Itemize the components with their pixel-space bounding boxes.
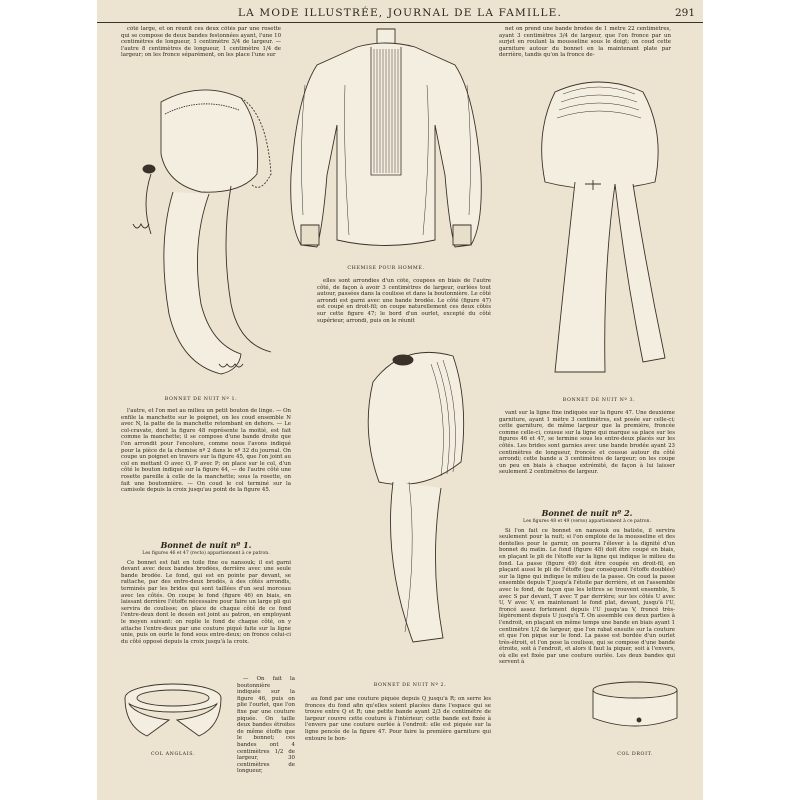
bonnet-2-section xyxy=(499,506,675,674)
text-top-right xyxy=(499,26,671,68)
bonnet-1-heading: Bonnet de nuit nº 1. xyxy=(160,540,252,550)
bonnet-1-subtitle: Les figures 46 et 47 (recto) appartiennent à ce patron. xyxy=(142,551,270,556)
text-right-mid xyxy=(499,410,675,502)
caption-chemise: CHEMISE POUR HOMME. xyxy=(347,266,425,271)
paragraph: l'autre, et l'on met au milieu un petit bouton de linge. — On enfile la manchette sur le poignet, on les coud ensemble N avec N, la patte de la manchette retombant en dehors. — Le col-cravate, dont la figure 48 représente la moitié, est fait comme la manchette; il se compose d'une bande droite que l'on arrondit pour l'encolure, comme nous l'avons indiqué pour la pièce de la chemise nº 2 dans le nº 32 du journal. On coupe un poignet en travers sur la figure 45, que l'on joint au col en mettant O avec O, P avec P; on place sur le col, d'un côté le bouton indiqué sur la figure 44, — de l'autre côté une rosette pareille à celle de la manchette; sous la rosette, on fait une boutonnière. — On coud le col terminé sur la camisole depuis la croix jusqu'au point de la figure 45. xyxy=(121,408,291,494)
page-number: 291 xyxy=(674,7,695,19)
journal-page xyxy=(97,0,703,800)
journal-title: LA MODE ILLUSTRÉE, JOURNAL DE LA FAMILLE. xyxy=(237,7,563,19)
text-left-mid xyxy=(121,408,291,532)
paragraph: elles sont arrondies d'un côté, coupées en biais de l'autre côté, de façon à avoir 3 centimètres de largeur, ourlées tout autour, passées dans la coulisse et dans la boutonnière. Le côté arrondi est garni avec une bande brodée. Le côté (figure 47) est coupé en droit-fil; on coupe naturellement ces deux côtés sur cette figure 47; le bord d'un ourlet, excepté du côté supérieur, arrondi, puis on le réunit xyxy=(317,278,491,324)
col-droit-illustration xyxy=(585,676,685,746)
paragraph: au fond par une couture piquée depuis Q jusqu'à R; on serre les fronces du fond afin qu'elles soient placées dans l'espace qui se trouve entre Q et R; une petite bande ayant 2/3 de centimètre de largeur couvre cette couture à l'intérieur; cette bande est fixée à l'envers par une couture ourlée à l'endroit: elle est piquée sur la ligne pencée de la figure 47. Pour faire la première garniture qui entoure le bon- xyxy=(305,696,491,742)
caption-bonnet-2: BONNET DE NUIT Nº 2. xyxy=(373,683,447,688)
paragraph: vant sur la ligne fine indiquée sur la figure 47. Une deuxième garniture, ayant 1 mètre 3 centimètres, est posée sur celle-ci; cette garniture, de même largeur que la première, froncée comme celle-ci, cousue sur la ligne qui marque sa place sur les figures 46 et 47, se termine sous les entre-deux placés sur les côtés. Les brides sont garnies avec une bande brodée ayant 23 centimètres de longueur, froncée et cousue autour du côté arrondi; cette bande a 3 centimètres de largeur; on les coupe un peu en biais à chaque extrémité, de façon à lui laisser seulement 2 centimètres de largeur. xyxy=(499,410,675,476)
bonnet-2-body: Si l'on fait ce bonnet en nansouk ou batiste, il servira seulement pour la nuit; si l'on emploie de la mousseline et des dentelles pour le garnir, on pourra l'élever à la dignité d'un bonnet du matin. Le fond (figure 48) doit être coupé en biais, en plaçant le pli de l'étoffe sur la ligne qui indique le milieu du fond. La passe (figure 49) doit être coupée en droit-fil, en plaçant aussi le pli de l'étoffe (par conséquent l'étoffe doublée) sur la ligne qui indique le milieu de la passe. On coud la passe ensemble depuis T jusqu'à l'étoile par derrière, et on l'assemble avec le fond, de façon que les lettres se trouvent ensemble, S avec S par devant, T avec T par derrière; sur les côtés U avec U, V avec V, en maintenant le fond plat, devant, jusqu'à l'U, froncé assez fortement depuis l'U jusqu'au V, froncé très-légèrement depuis U jusqu'à T. On assemble ces deux parties à l'endroit, en plaçant en même temps une bande en biais ayant 1 centimètre 1/2 de largeur, que l'on rabat ensuite sur la couture et que l'on pique sur le fond. La passe est bordée d'un ourlet très-étroit, et l'on pose la coulisse, qui se compose d'une bande étroite, soit à l'endroit, et alors il faut la piquer, soit à l'envers, où elle est fixée par une couture ourlée. Les deux bandes qui servent à xyxy=(499,527,675,666)
caption-col-droit: COL DROIT. xyxy=(617,752,653,757)
col-anglais-illustration xyxy=(117,676,229,748)
bonnet-1-illustration xyxy=(121,74,281,394)
paragraph: — On fait la boutonnière indiquée sur la figure 46, puis on plie l'ourlet, que l'on fixe par une couture piquée. On taille deux bandes étroites de même étoffe que le bonnet; ces bandes ont 4 centimètres 1/2 de largeur, 30 centimètres de longueur, xyxy=(237,676,295,775)
bonnet-3-illustration xyxy=(515,72,683,392)
caption-bonnet-3: BONNET DE NUIT Nº 3. xyxy=(562,398,636,403)
text-bottom-center xyxy=(305,696,491,796)
page-header xyxy=(97,6,703,23)
chemise-illustration xyxy=(285,25,487,263)
bonnet-2-heading: Bonnet de nuit nº 2. xyxy=(541,508,633,518)
bonnet-2-subtitle: Les figures 48 et 49 (verso) appartiennent à ce patron. xyxy=(523,519,651,524)
text-bottom-left-narrow xyxy=(237,676,295,794)
bonnet-1-body: Ce bonnet est fait en toile fine ou nansouk; il est garni devant avec deux bandes brodées, derrière avec une seule bande brodée. Le fond, qui est en pointe par devant, se rattache, par des entre-deux brodés, à des côtés arrondis, terminés par les brides qui sont taillées d'un seul morceau avec les côtés. On coupe le fond (figure 46) en biais, en laissant derrière l'étoffe nécessaire pour faire un large pli qui servira de coulisse; on place de chaque côté de ce fond l'entre-deux dont le dessin est joint au patron, en employant le moyen suivant: on replie le fond de chaque côté, on y attache l'entre-deux par une couture piqué faite sur la ligne unie, puis on ourle le fond sous entre-deux; on fronce celui-ci du côté opposé depuis la croix jusqu'à la croix. xyxy=(121,559,291,645)
bonnet-2-illustration xyxy=(343,342,477,678)
caption-col-anglais: COL ANGLAIS. xyxy=(150,752,196,757)
paragraph: net on prend une bande brodée de 1 mètre 22 centimètres, ayant 3 centimètres 3/4 de largeur, que l'on fronce par un surjet en roulant la mousseline sous le doigt; on coud cette garniture autour du bonnet en la maintenant plate par derrière, tandis qu'on la fronce de- xyxy=(499,26,671,59)
text-top-left xyxy=(121,26,281,68)
bonnet-1-section xyxy=(121,538,291,672)
caption-bonnet-1: BONNET DE NUIT Nº 1. xyxy=(164,397,238,402)
paragraph: côté large, et on réunit ces deux côtés par une rosette qui se compose de deux bandes festonnées ayant, l'une 10 centimètres de longueur, 1 centimètre 3/4 de largeur. — l'autre 8 centimètres de longueur, 1 centimètre 1/4 de largeur; on les fronce séparément, on les place l'une sur xyxy=(121,26,281,59)
